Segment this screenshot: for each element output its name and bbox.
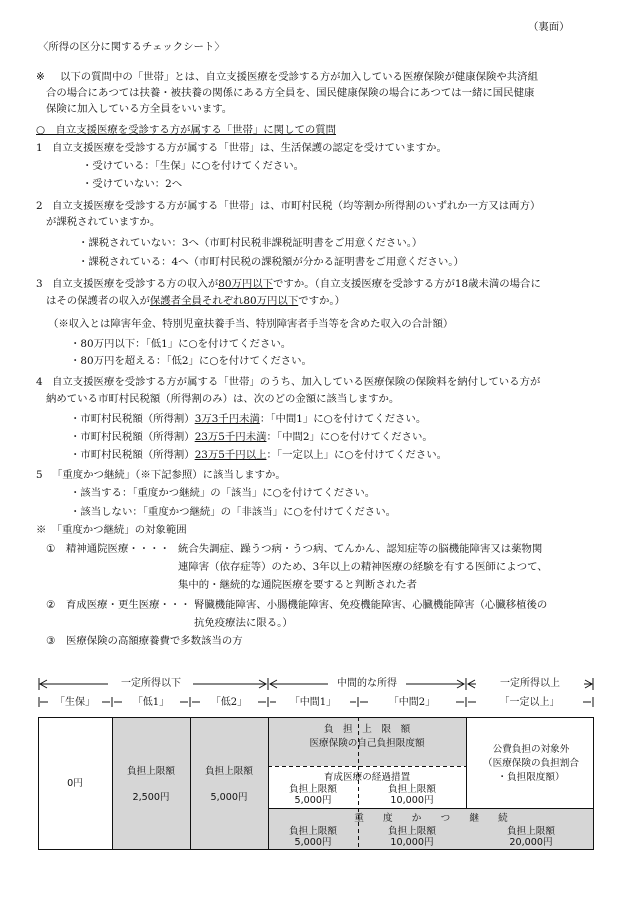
q4-line-1: 自立支援医療を受診する方が属する「世帯」のうち、加入している医療保険の保険料を納付している方が [52, 376, 541, 388]
seiho-amount: 0円 [67, 778, 83, 789]
scope-item-1-line-1: 統合失調症、躁うつ病・うつ病、てんかん、認知症等の脳機能障害又は薬物関 [178, 543, 543, 555]
q4-option-2-a: ・市町村民税額（所得割） [70, 431, 195, 443]
q3-line-1-b: ですか。（自立支援医療を受診する方が18歳未満の場合に [273, 278, 541, 290]
q4-option-1-b: ：「中間1」に○を付けてください。 [259, 413, 427, 425]
sev-high-label: 負担上限額 [507, 826, 555, 837]
q4-option-2-underlined: 23万5千円未満 [194, 431, 267, 443]
high-line-1: 公費負担の対象外 [492, 744, 570, 755]
q3-option-1: ・80万円以下：「低1」に○を付けてください。 [70, 338, 292, 350]
q1-text: 自立支援医療を受診する方が属する「世帯」は、生活保護の認定を受けていますか。 [52, 142, 447, 154]
q4-option-3 [70, 448, 447, 462]
q1-number: 1 [36, 142, 43, 154]
page-side-label: （裏面） [528, 21, 570, 33]
income-category-table [38, 675, 594, 850]
q4-option-1 [70, 412, 426, 426]
severe-title: 重 度 か つ 継 続 [354, 813, 508, 824]
scope-item-2-number: ② [46, 599, 56, 611]
q3-line-1 [52, 277, 541, 291]
low1-amount: 2,500円 [132, 792, 170, 803]
scope-item-3-number: ③ [46, 635, 56, 647]
q4-line-2: 納めている市町村民税額（所得割のみ）は、次のどの金額に該当しますか。 [46, 393, 400, 405]
q4-option-3-b: ：「一定以上」に○を付けてください。 [266, 449, 447, 461]
note-line-3: 保険に加入している方全員をいいます。 [46, 103, 233, 115]
scope-item-2-line-1: 腎臓機能障害、小腸機能障害、免疫機能障害、心臓機能障害（心臓移植後の [194, 599, 548, 611]
trans-mid1-amount: 5,000円 [294, 795, 332, 806]
sev-high-amount: 20,000円 [509, 837, 553, 848]
q4-option-2-b: ：「中間2」に○を付けてください。 [266, 431, 433, 443]
q4-number: 4 [36, 376, 43, 388]
low2-amount: 5,000円 [210, 792, 248, 803]
sev-mid1-label: 負担上限額 [289, 826, 337, 837]
low1-label: 負担上限額 [127, 766, 175, 777]
q3-line-2-underlined: 保護者全員それぞれ80万円以下 [149, 295, 299, 307]
high-line-2: （医療保険の負担割合 [483, 758, 579, 769]
q2-option-2: ・課税されている：4へ（市町村民税の課税額が分かる証明書をご用意ください。） [78, 256, 464, 268]
note-mark: ※ [36, 71, 45, 83]
q3-option-2: ・80万円を超える：「低2」に○を付けてください。 [70, 355, 312, 367]
q2-line-1: 自立支援医療を受診する方が属する「世帯」は、市町村民税（均等割か所得割のいずれか一方又は両方） [52, 200, 541, 212]
col-seiho: 「生保」 [55, 697, 95, 708]
sev-mid2-amount: 10,000円 [390, 837, 434, 848]
trans-mid2-amount: 10,000円 [390, 795, 434, 806]
q3-line-2 [46, 294, 345, 308]
col-low1: 「低1」 [132, 697, 170, 708]
q3-income-note: （※収入とは障害年金、特別児童扶養手当、特別障害者手当等を含めた収入の合計額） [48, 318, 454, 330]
q3-line-2-a: はその保護者の収入が [46, 295, 150, 307]
q4-option-1-a: ・市町村民税額（所得割） [70, 413, 195, 425]
scope-item-1-line-3: 集中的・継続的な通院医療を要すると判断された者 [178, 579, 417, 591]
q3-line-1-underlined: 80万円以下 [218, 278, 274, 290]
scope-item-2-label: 育成医療・更生医療・・・ [66, 599, 191, 611]
q4-option-3-a: ・市町村民税額（所得割） [70, 449, 195, 461]
q3-line-2-b: ですか。） [298, 295, 345, 307]
q1-option-2: ・受けていない：2へ [82, 178, 183, 190]
q1-option-1: ・受けている：「生保」に○を付けてください。 [82, 160, 305, 172]
q5-option-1: ・該当する：「重度かつ継続」の「該当」に○を付けてください。 [70, 487, 376, 499]
q4-option-1-underlined: 3万3千円未満 [194, 413, 260, 425]
sev-mid2-label: 負担上限額 [388, 826, 436, 837]
q3-number: 3 [36, 278, 43, 290]
col-mid2: 「中間2」 [388, 697, 436, 708]
band-middle-income: 中間的な所得 [328, 677, 406, 690]
scope-item-3-text: 医療保険の高額療養費で多数該当の方 [66, 635, 243, 647]
mid-cap-title: 負 担 上 限 額 [323, 724, 411, 735]
trans-mid1-label: 負担上限額 [289, 784, 337, 795]
section-heading: ○ 自立支援医療を受診する方が属する「世帯」に関しての質問 [36, 124, 337, 136]
band-low-income: 一定所得以下 [110, 677, 192, 690]
low2-label: 負担上限額 [205, 766, 253, 777]
q5-number: 5 [36, 469, 43, 481]
scope-item-1-label: 精神通院医療・・・・ [66, 543, 170, 555]
transition-title: 育成医療の経過措置 [323, 772, 411, 783]
col-low2: 「低2」 [210, 697, 248, 708]
sheet-title: 〈所得の区分に関するチェックシート〉 [38, 41, 225, 53]
scope-item-1-number: ① [46, 543, 56, 555]
q5-text: 「重度かつ継続」（※下記参照）に該当しますか。 [52, 469, 286, 481]
scope-item-2-line-2: 抗免疫療法に限る。） [194, 617, 293, 629]
q2-number: 2 [36, 200, 43, 212]
q4-option-3-underlined: 23万5千円以上 [194, 449, 267, 461]
note-line-2: 合の場合にあつては扶養・被扶養の関係にある方全員を、国民健康保険の場合にあつては一緒に国民健康 [46, 87, 535, 99]
q2-option-1: ・課税されていない：3へ（市町村民税非課税証明書をご用意ください。） [78, 237, 423, 249]
col-mid1: 「中間1」 [289, 697, 337, 708]
q5-option-2: ・該当しない：「重度かつ継続」の「非該当」に○を付けてください。 [70, 506, 396, 518]
q2-line-2: が課税されていますか。 [46, 216, 161, 228]
col-high: 「一定以上」 [499, 697, 560, 708]
q3-line-1-a: 自立支援医療を受診する方の収入が [52, 278, 219, 290]
scope-heading: ※ 「重度かつ継続」の対象範囲 [36, 524, 187, 536]
high-line-3: ・負担限度額） [497, 772, 565, 783]
scope-item-1-line-2: 連障害（依存症等）のため、3年以上の精神医療の経験を有する医師によつて、 [178, 561, 548, 573]
note-line-1: 以下の質問中の「世帯」とは、自立支援医療を受診する方が加入している医療保険が健康保険や共済組 [60, 71, 538, 83]
sev-mid1-amount: 5,000円 [294, 837, 332, 848]
band-high-income: 一定所得以上 [476, 677, 584, 690]
mid-cap-subtitle: 医療保険の自己負担限度額 [309, 738, 425, 749]
q4-option-2 [70, 430, 433, 444]
trans-mid2-label: 負担上限額 [388, 784, 436, 795]
